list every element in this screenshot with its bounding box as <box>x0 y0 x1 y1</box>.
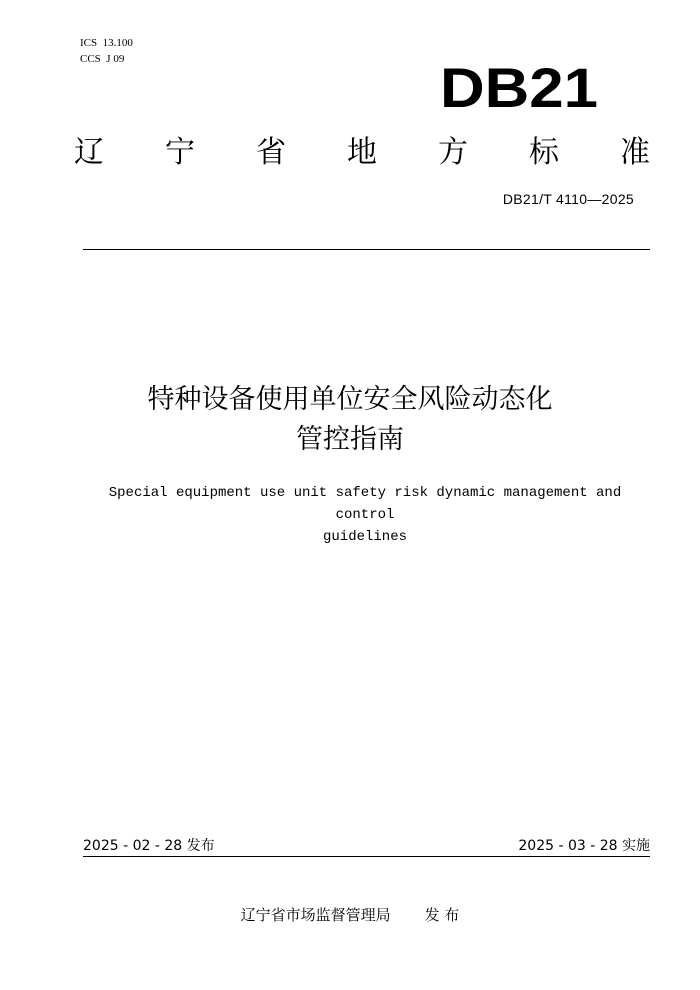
header-divider <box>83 249 650 250</box>
title-char: 辽 <box>74 135 104 170</box>
english-title <box>80 482 650 548</box>
footer-divider <box>83 856 650 857</box>
title-char: 宁 <box>165 135 195 170</box>
title-char: 省 <box>256 135 286 170</box>
db21-logo <box>440 55 600 119</box>
chinese-title-line1: 特种设备使用单位安全风险动态化 <box>147 384 553 415</box>
db21-logo-graphic <box>440 55 600 119</box>
english-title-line1: Special equipment use unit safety risk dynamic management and control <box>108 485 622 523</box>
ics-code: ICS 13.100 <box>80 37 133 49</box>
english-title-line2: guidelines <box>322 529 407 545</box>
implementation-date: 2025 - 03 - 28 实施 <box>518 838 650 854</box>
chinese-title <box>0 380 700 460</box>
publisher-line <box>0 904 700 925</box>
publish-date: 2025 - 02 - 28 发布 <box>83 838 215 854</box>
title-char: 地 <box>347 135 377 170</box>
publish-action: 发 布 <box>424 906 460 924</box>
title-char: 标 <box>529 135 559 170</box>
ccs-code: CCS J 09 <box>80 53 125 65</box>
classification-codes <box>80 35 133 67</box>
svg-text:DB21: DB21 <box>440 56 598 119</box>
title-char: 方 <box>438 135 468 170</box>
province-standard-title <box>74 133 650 173</box>
publisher-name: 辽宁省市场监督管理局 <box>240 906 391 924</box>
chinese-title-line2: 管控指南 <box>296 424 404 455</box>
standard-number: DB21/T 4110—2025 <box>502 191 634 207</box>
title-char: 准 <box>620 135 650 170</box>
